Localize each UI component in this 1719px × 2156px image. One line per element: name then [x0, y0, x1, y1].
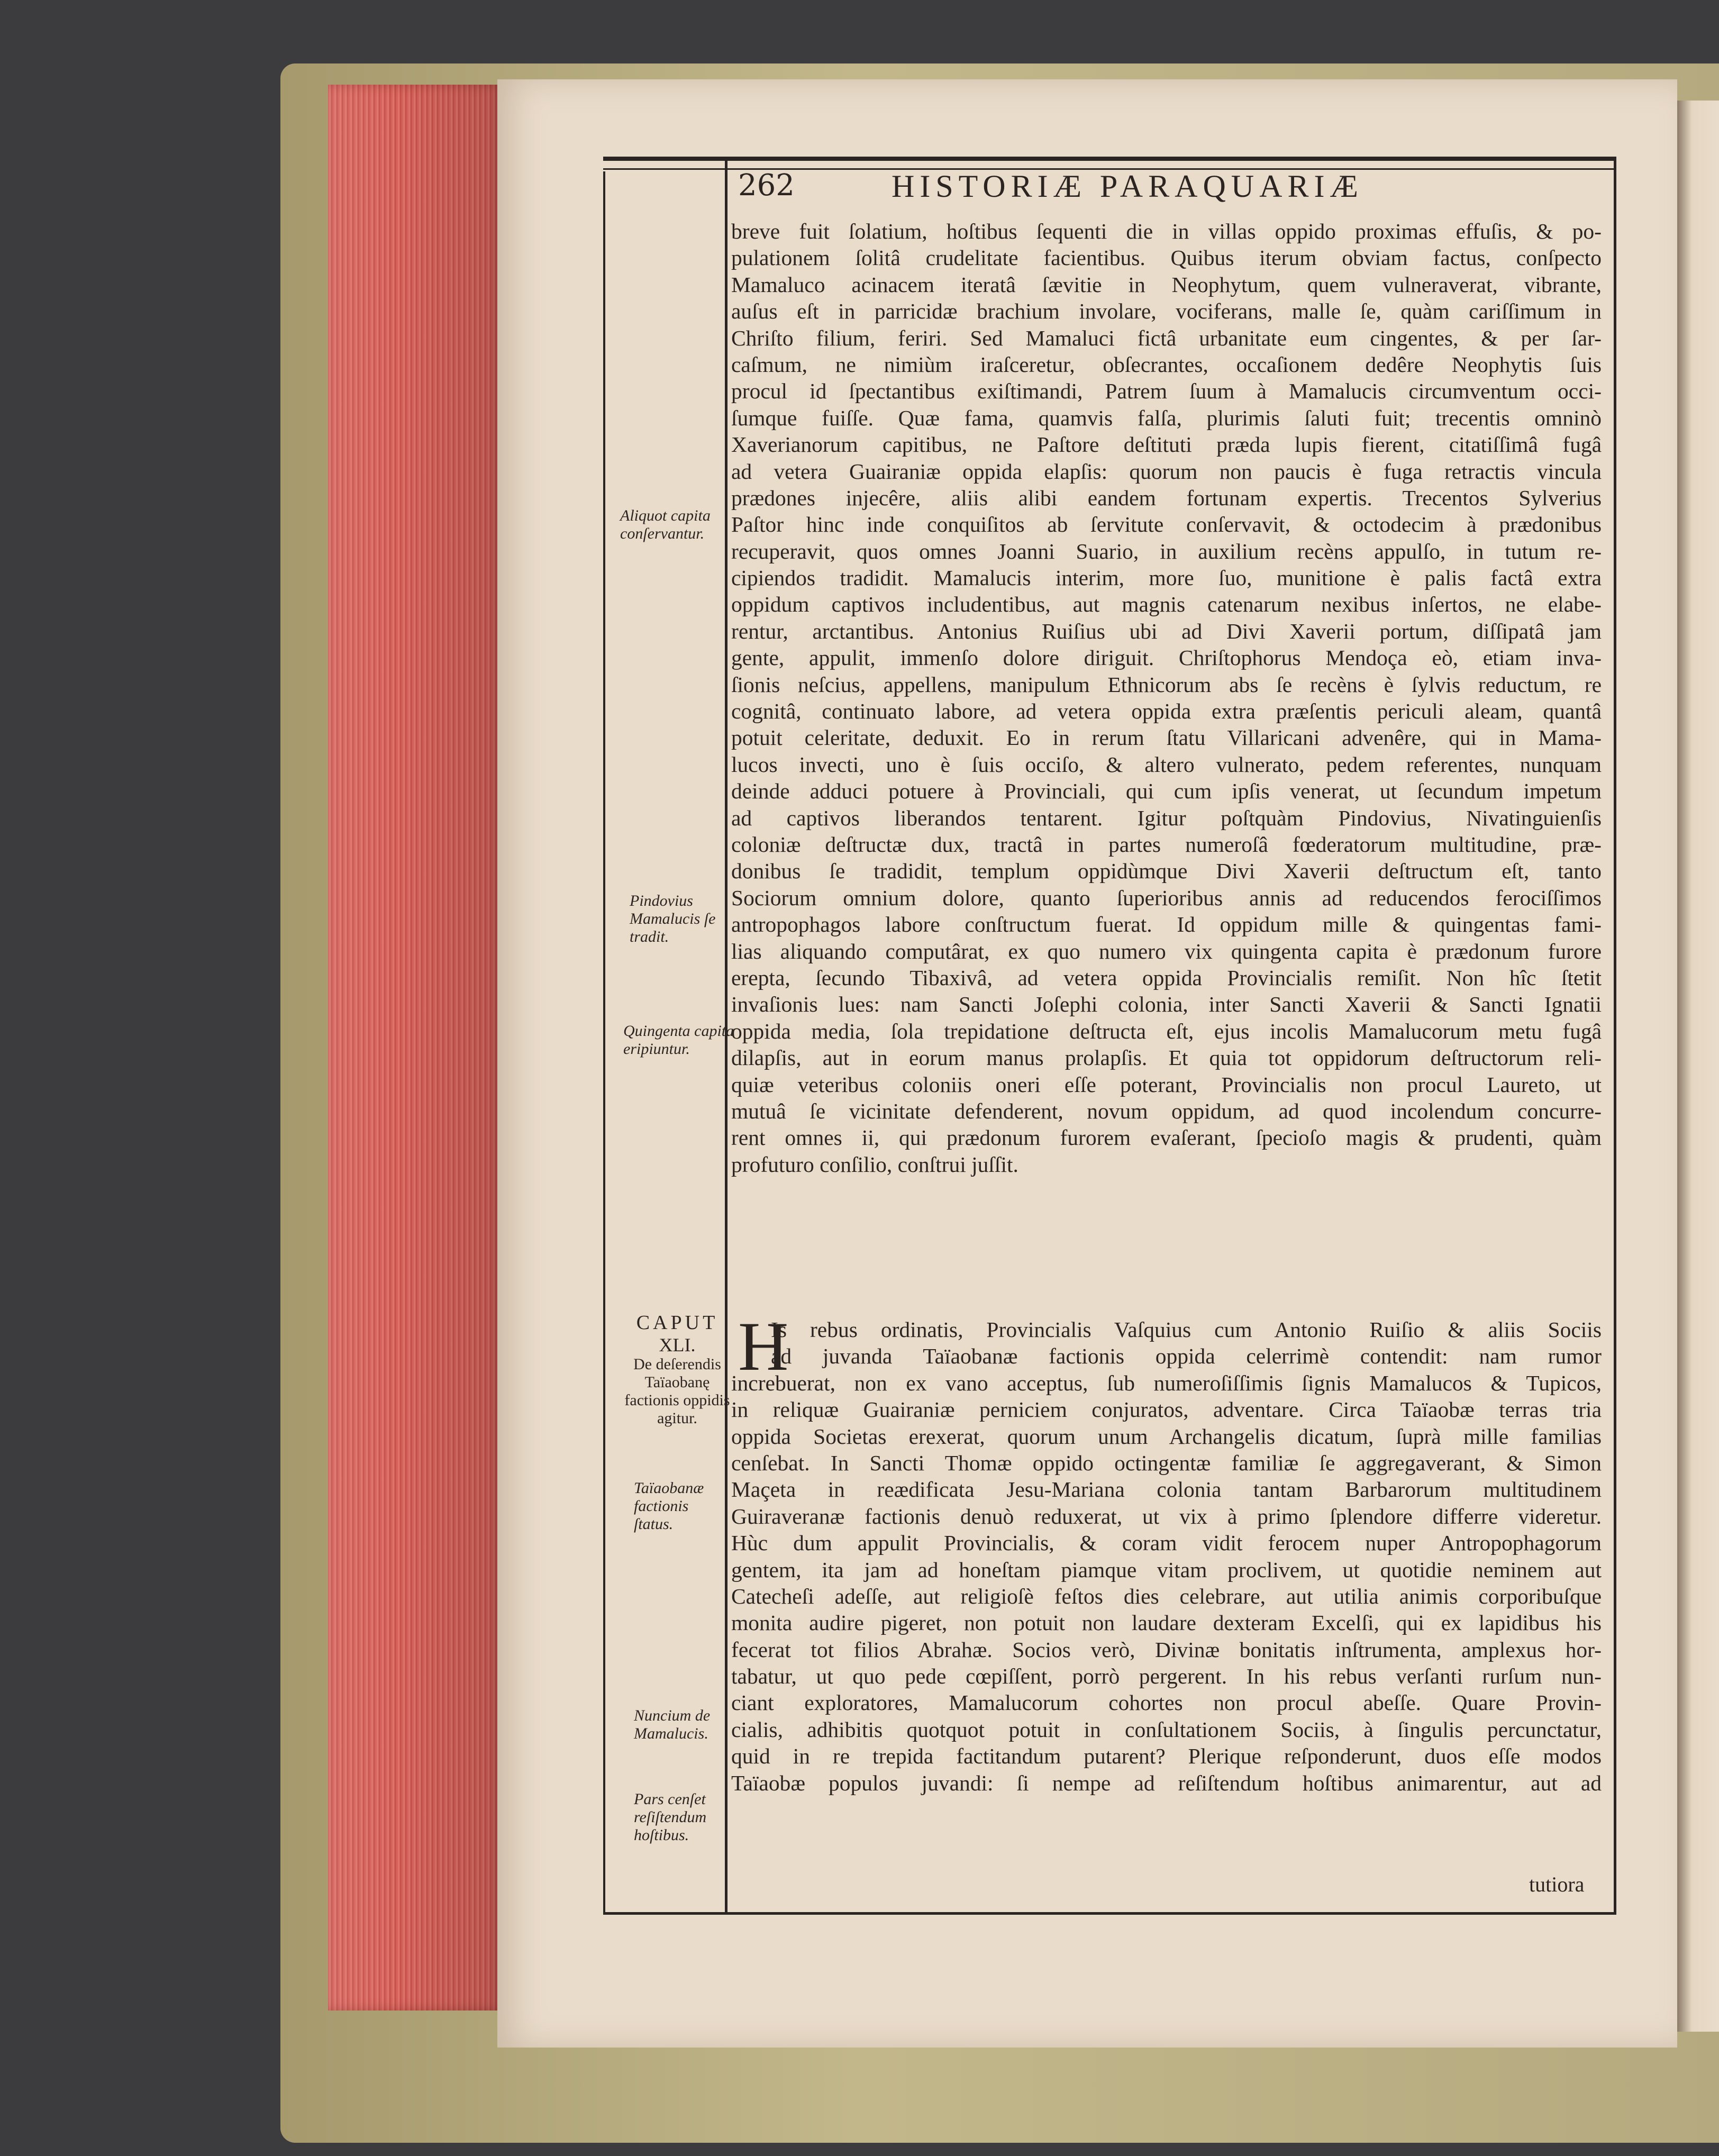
chapter-number: XLI. — [659, 1334, 696, 1356]
catchword: tutiora — [1529, 1872, 1585, 1896]
text-line: Maçeta in reædificata Jesu-Mariana colonia tantam Barbarorum multitudinem — [731, 1477, 1602, 1502]
text-line: recuperavit, quos omnes Joanni Suario, in auxilium recèns appulſo, in tutum re- — [731, 539, 1602, 563]
text-line: ad captivos liberandos tentarent. Igitur poſtquàm Pindovius, Nivatinguienſis — [731, 805, 1602, 830]
text-line: erepta, ſecundo Tibaxivâ, ad vetera oppida Provincialis remiſit. Non hîc ſtetit — [731, 965, 1602, 990]
text-line: mutuâ ſe vicinitate defenderent, novum oppidum, ad quod incolendum concurre- — [731, 1098, 1602, 1123]
text-line: increbuerat, non ex vano acceptus, ſub numeroſiſſimis ſignis Mamalucos & Tupicos, — [731, 1370, 1602, 1395]
text-line: Sociorum omnium dolore, quanto ſuperioribus annis ad reducendos ferociſſimos — [731, 885, 1602, 910]
text-line: oppida Societas erexerat, quorum unum Archangelis dicatum, ſuprà mille familias — [731, 1424, 1602, 1449]
margin-note-pars: Pars cenſet reſiſtendum hoſtibus. — [634, 1790, 707, 1844]
text-line: ſumque fuiſſe. Quæ fama, quamvis falſa, plurimis ſaluti fuit; trecentis omninò — [731, 405, 1602, 430]
text-line: Is rebus ordinatis, Provincialis Vaſquius cum Antonio Ruiſio & aliis Sociis — [771, 1317, 1602, 1342]
text-line: prædones injecêre, aliis alibi eandem fortunam expertis. Trecentos Sylverius — [731, 485, 1602, 510]
page-edges-shading — [328, 85, 503, 2011]
chapter-summary: De deſerendis Taïaobanę factionis oppidis agitur. — [624, 1356, 730, 1427]
text-line: donibus ſe tradidit, templum oppidùmque Divi Xaverii deſtructum eſt, tanto — [731, 859, 1602, 884]
margin-left-rule — [603, 171, 605, 1914]
text-line: tabatur, ut quo pede cœpiſſent, porrò pergerent. In his rebus verſanti rurſum nun- — [731, 1664, 1602, 1689]
text-line: cenſebat. In Sancti Thomæ oppido octingentæ familiæ ſe aggregaverant, & Simon — [731, 1450, 1602, 1475]
text-line: cipiendos tradidit. Mamalucis interim, more ſuo, munitione è palis factâ extra — [731, 566, 1602, 590]
text-line: procul id ſpectantibus exiſtimandi, Patrem ſuum à Mamalucis circumventum occi- — [731, 379, 1602, 404]
chapter-heading — [624, 1311, 730, 1427]
drop-cap: H — [738, 1307, 789, 1385]
text-line: cialis, adhibitis quotquot potuit in conſultationem Sociis, à ſingulis percunctatur, — [731, 1717, 1602, 1742]
text-line: Hùc dum appulit Provincialis, & coram vidit ferocem nuper Antropophagorum — [731, 1531, 1602, 1555]
text-line: oppida media, ſola trepidatione deſtructa eſt, ejus incolis Mamalucorum metu fugâ — [731, 1018, 1602, 1043]
chapter-text — [731, 1307, 1602, 1796]
text-line: oppidum captivos includentibus, aut magnis catenarum nexibus inſertos, ne elabe- — [731, 592, 1602, 617]
text-line: cognitâ, continuato labore, ad vetera oppida extra præſentis periculi aleam, quantâ — [731, 699, 1602, 724]
text-line: gentem, ita jam ad honeſtam piamque vitam proclivem, ut quotidie neminem aut — [731, 1557, 1602, 1582]
facing-page-edge — [1677, 101, 1719, 2032]
text-line: Mamaluco acinacem iteratâ ſævitie in Neophytum, quem vulneraverat, vibrante, — [731, 272, 1602, 297]
page-number: 262 — [738, 168, 795, 203]
text-line: dilapſis, aut in eorum manus prolapſis. Et quia tot oppidorum deſtructorum reli- — [731, 1045, 1602, 1070]
text-line: ad juvanda Taïaobanæ factionis oppida celerrimè contendit: nam rumor — [771, 1344, 1602, 1369]
text-line: Chriſto filium, feriri. Sed Mamaluci fictâ urbanitate eum cingentes, & per ſar- — [731, 325, 1602, 350]
text-line: lias aliquando computârat, ex quo numero vix quingenta capita è prædonum furore — [731, 939, 1602, 963]
running-header — [738, 168, 1606, 205]
text-line: ciant exploratores, Mamalucorum cohortes non procul abeſſe. Quare Provin- — [731, 1690, 1602, 1715]
text-line: monita audire pigeret, non potuit non laudare dexteram Excelſi, qui ex lapidibus his — [731, 1611, 1602, 1635]
text-line: caſmum, ne nimiùm iraſceretur, obſecrantes, occaſionem dedêre Neophytis ſuis — [731, 352, 1602, 377]
text-line: Paſtor hinc inde conquiſitos ab ſervitute conſervavit, & octodecim à prædonibus — [731, 512, 1602, 537]
text-line: profuturo conſilio, conſtrui juſſit. — [731, 1152, 1018, 1177]
text-line: rent omnes ii, qui prædonum furorem evaſerant, ſpecioſo magis & prudenti, quàm — [731, 1125, 1602, 1150]
text-line: quiæ veteribus coloniis oneri eſſe poterant, Provincialis non procul Laureto, ut — [731, 1072, 1602, 1097]
margin-note-quingenta: Quingenta capita eripiuntur. — [623, 1022, 734, 1058]
text-line: gente, appulit, immenſo dolore diriguit. Chriſtophorus Mendoça eò, etiam inva- — [731, 645, 1602, 670]
text-line: ſionis neſcius, appellens, manipulum Ethnicorum abs ſe recèns è ſylvis reductum, re — [731, 672, 1602, 697]
margin-note-pindovius: Pindovius Mamalucis ſe tradit. — [630, 892, 716, 945]
text-line: fecerat tot filios Abrahæ. Socios verò, Divinæ bonitatis inſtrumenta, amplexus hor- — [731, 1637, 1602, 1662]
text-line: potuit celeritate, deduxit. Eo in rerum ſtatu Villaricani advenêre, qui in Mama- — [731, 725, 1602, 750]
text-line: deinde adduci potuere à Provinciali, qui cum ipſis venerat, ut ſecundum impetum — [731, 779, 1602, 804]
text-line: breve fuit ſolatium, hoſtibus ſequenti die in villas oppido proximas effuſis, & po- — [731, 219, 1602, 243]
text-line: Xaverianorum capitibus, ne Paſtore deſtituti præda lupis fierent, citatiſſimâ fugâ — [731, 432, 1602, 457]
chapter-caput: CAPUT — [636, 1312, 718, 1334]
running-title: HISTORIÆ PARAQUARIÆ — [892, 169, 1363, 204]
text-line: ad vetera Guairaniæ oppida elapſis: quorum non paucis è fuga retractis vincula — [731, 459, 1602, 484]
text-line: in reliquæ Guairaniæ perniciem conjuratos, adventare. Circa Taïaobæ terras tria — [731, 1397, 1602, 1422]
text-line: Taïaobæ populos juvandi: ſi nempe ad reſiſtendum hoſtibus animarentur, aut ad — [731, 1770, 1602, 1795]
text-line: invaſionis lues: nam Sancti Joſephi colonia, inter Sancti Xaverii & Sancti Ignatii — [731, 992, 1602, 1017]
margin-note-nuncium: Nuncium de Mamalucis. — [634, 1707, 711, 1742]
text-line: quid in re trepida factitandum putarent? Plerique reſponderunt, duos eſſe modos — [731, 1744, 1602, 1769]
text-line: Guiraveranæ factionis denuò reduxerat, ut vix à primo ſplendore differre videretur. — [731, 1504, 1602, 1529]
margin-note-aliquot: Aliquot capita conſervantur. — [620, 507, 711, 542]
text-line: coloniæ deſtructæ dux, tractâ in partes numeroſâ fœderatorum multitudine, præ- — [731, 832, 1602, 857]
text-line: rentur, arctantibus. Antonius Ruiſius ubi ad Divi Xaverii portum, diſſipatâ jam — [731, 618, 1602, 643]
text-line: lucos invecti, uno è ſuis occiſo, & altero vulnerato, pedem referentes, nunquam — [731, 752, 1602, 777]
margin-note-taiaobanae: Taïaobanæ factionis ſtatus. — [634, 1479, 704, 1533]
text-line: antropophagos labore conſtructum fuerat. Id oppidum mille & quingentas fami- — [731, 912, 1602, 937]
text-line: pulationem ſolitâ crudelitate facientibus. Quibus iterum obviam factus, conſpecto — [731, 245, 1602, 270]
text-line: auſus eſt in parricidæ brachium involare, vociferans, malle ſe, quàm cariſſimum in — [731, 299, 1602, 324]
text-line: Catecheſi adeſſe, aut religioſè feſtos dies celebrare, aut utilia animis corporibuſque — [731, 1584, 1602, 1608]
